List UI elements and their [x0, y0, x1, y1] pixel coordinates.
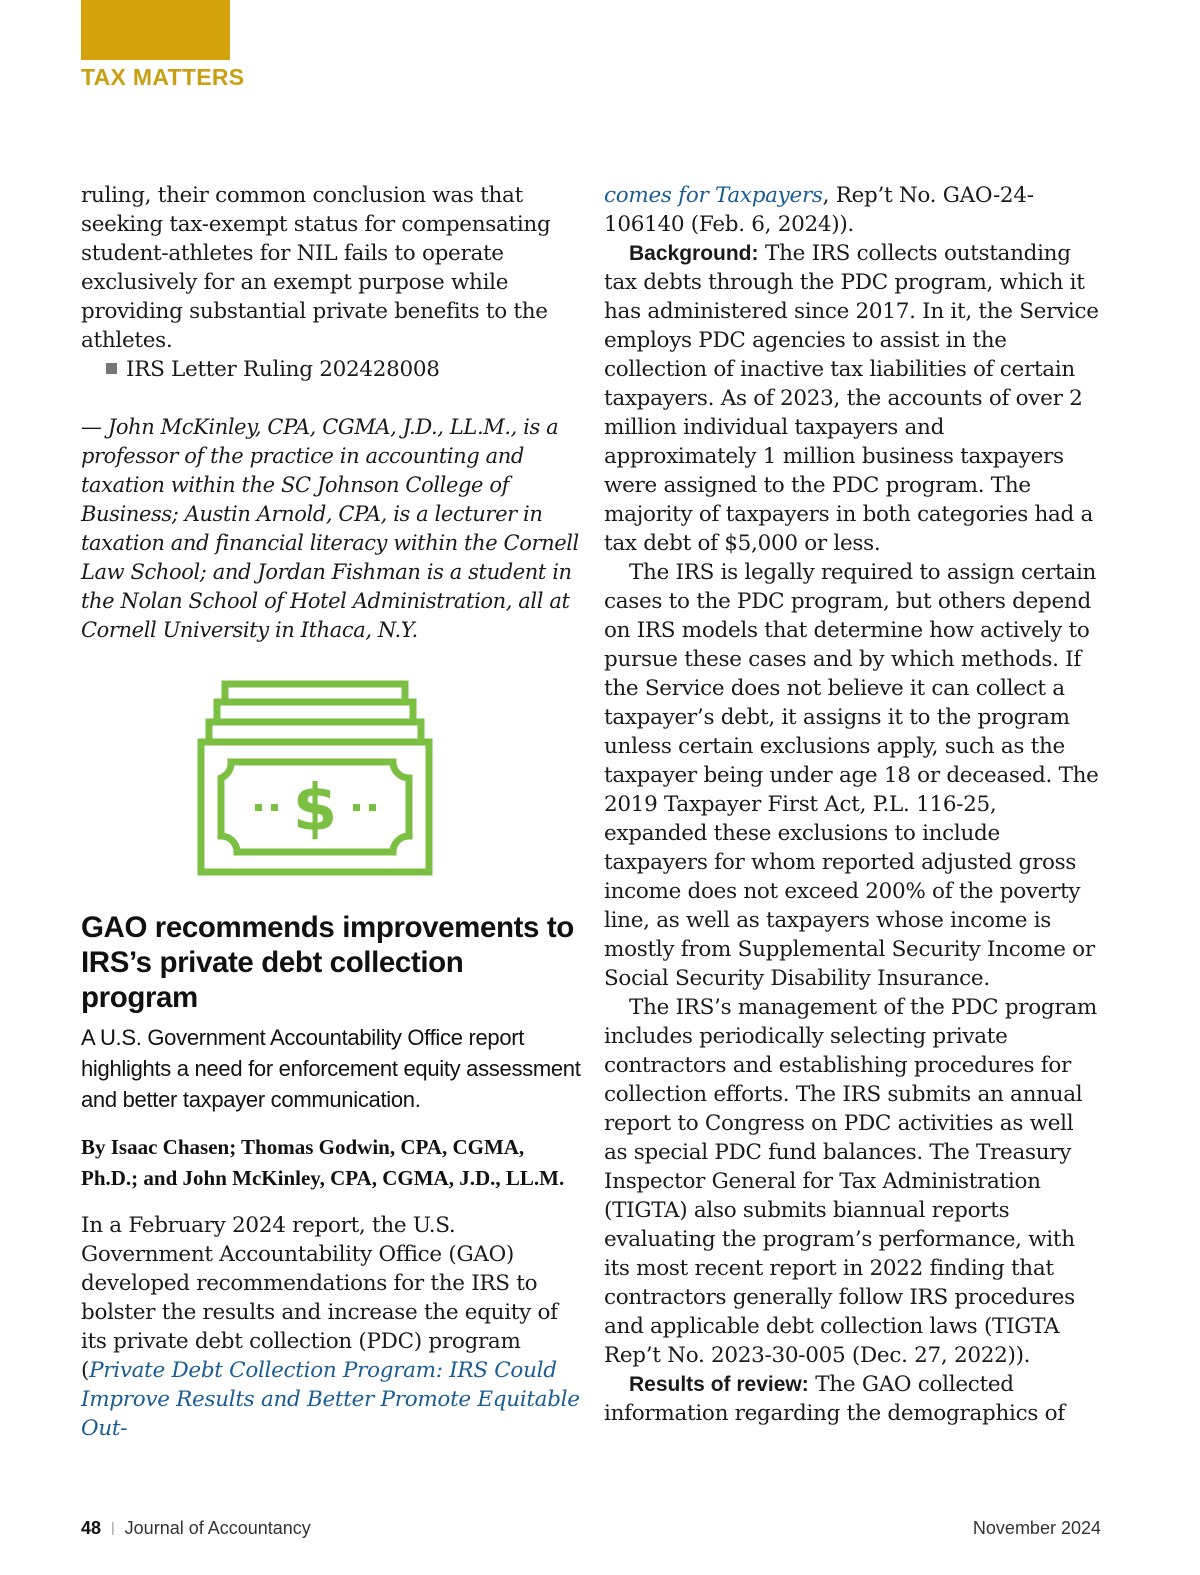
background-paragraph [604, 239, 1099, 558]
section-tab-bar [81, 0, 230, 60]
management-paragraph: The IRS’s management of the PDC program includes periodically selecting private contractors and establishing procedures for collection efforts. The IRS submits an annual report to Congress on PDC activities as well as special PDC fund balances. The Treasury Inspector General for Tax Administration (TIGTA) also submits biannual reports evaluating the program’s performance, with its most recent report in 2022 finding that contractors generally follow IRS procedures and applicable debt collection laws (TIGTA Rep’t No. 2023-30-005 (Dec. 27, 2022)). [604, 995, 1097, 1368]
page-number: 48 [81, 1518, 102, 1538]
report-reference: , Rep’t No. GAO-24-106140 (Feb. 6, 2024)). [604, 183, 1034, 237]
left-column [81, 181, 581, 1443]
issue-date: November 2024 [972, 1518, 1101, 1538]
article-intro-text: In a February 2024 report, the U.S. Government Accountability Office (GAO) developed recommendations for the IRS to bolster the results and increase the equity of its private debt collection (PDC) program ( [81, 1213, 558, 1383]
section-label: TAX MATTERS [81, 64, 245, 90]
author-bio: — John McKinley, CPA, CGMA, J.D., LL.M., is a professor of the practice in accounting and taxation within the SC Johnson College of Business; Austin Arnold, CPA, is a lecturer in taxation and financial literacy within the Cornell Law School; and Jordan Fishman is a student in the Nolan School of Hotel Administration, all at Cornell University in Ithaca, N.Y. [81, 415, 579, 642]
right-column [604, 181, 1099, 1428]
results-paragraph [604, 1370, 1099, 1428]
exclusions-paragraph: The IRS is legally required to assign certain cases to the PDC program, but others depend on IRS models that determine how actively to pursue these cases and by which methods. If the Service does not believe it can collect a taxpayer’s debt, it assigns it to the program unless certain exclusions apply, such as the taxpayer being under age 18 or deceased. The 2019 Taxpayer First Act, P.L. 116-25, expanded these exclusions to include taxpayers for whom reported adjusted gross income does not exceed 200% of the poverty line, as well as taxpayers whose income is mostly from Supplemental Security Income or Social Security Disability Insurance. [604, 560, 1099, 991]
article-intro [81, 1211, 581, 1443]
report-title-link-continued[interactable]: comes for Taxpayers [604, 183, 823, 208]
ruling-reference-text: IRS Letter Ruling 202428008 [126, 357, 440, 382]
svg-text:$: $ [292, 772, 338, 846]
page-footer [81, 1518, 311, 1539]
report-citation [604, 181, 1099, 239]
results-lead: Results of review: [629, 1373, 809, 1396]
results-text: The GAO collected information regarding the demographics of [604, 1372, 1065, 1426]
money-stack-illustration [197, 678, 437, 878]
publication-name: Journal of Accountancy [124, 1518, 311, 1538]
ruling-reference [81, 355, 581, 384]
article-deck: A U.S. Government Accountability Office report highlights a need for enforcement equity assessment and better taxpayer communication. [81, 1025, 581, 1112]
article-headline: GAO recommends improvements to IRS’s private debt collection program [81, 911, 574, 1014]
background-lead: Background: [629, 242, 759, 265]
money-stack-icon [197, 678, 437, 878]
background-text: The IRS collects outstanding tax debts through the PDC program, which it has administered since 2017. In it, the Service employs PDC agencies to assist in the collection of inactive tax liabilities of certain taxpayers. As of 2023, the accounts of over 2 million individual taxpayers and approximately 1 million business taxpayers were assigned to the PDC program. The majority of taxpayers in both categories had a tax debt of $5,000 or less. [604, 241, 1099, 556]
bullet-square-icon [106, 363, 117, 374]
report-title-link[interactable]: Private Debt Collection Program: IRS Could Improve Results and Better Promote Equitable Out- [81, 1358, 580, 1441]
footer-divider: | [111, 1519, 115, 1535]
ruling-paragraph: ruling, their common conclusion was that seeking tax-exempt status for compensating student-athletes for NIL fails to operate exclusively for an exempt purpose while providing substantial private benefits to the athletes. [81, 183, 551, 353]
article-byline: By Isaac Chasen; Thomas Godwin, CPA, CGMA, Ph.D.; and John McKinley, CPA, CGMA, J.D., LL.M. [81, 1135, 565, 1190]
